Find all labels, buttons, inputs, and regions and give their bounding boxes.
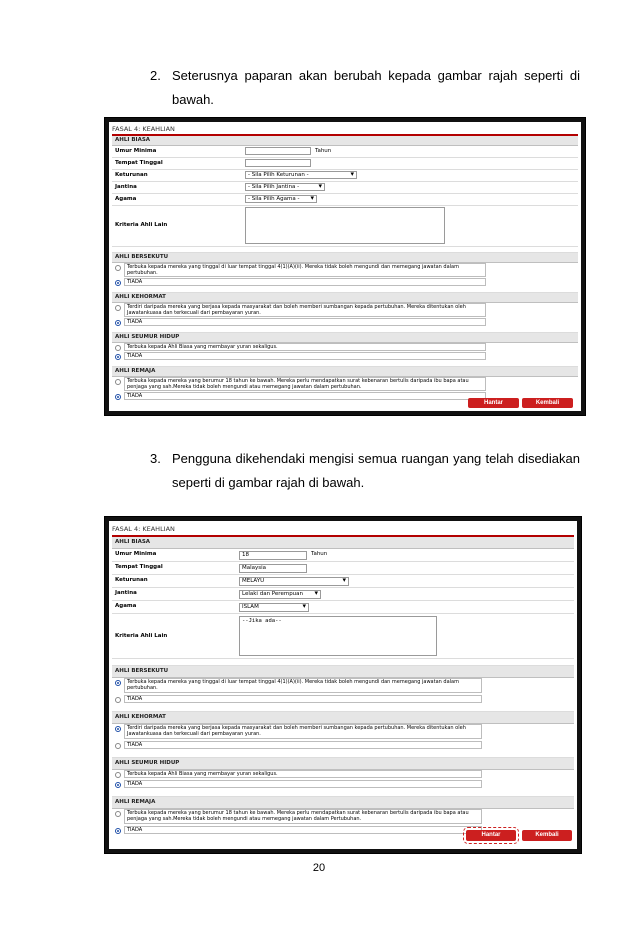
bersekutu-text: Terbuka kepada mereka yang tinggal di luar tempat tinggal 4(1)(A)(ii). Mereka tidak boleh mengundi dan memegang jawatan dalam pertubuhan. bbox=[124, 678, 482, 693]
agama-select[interactable]: ISLAM ▾ bbox=[239, 603, 309, 612]
tiada-label: TIADA bbox=[124, 741, 482, 749]
section-ahli-remaja: AHLI REMAJA bbox=[112, 367, 578, 377]
tiada-label: TIADA bbox=[124, 278, 486, 286]
kriteria-label: Kriteria Ahli Lain bbox=[115, 633, 168, 639]
section-ahli-remaja: AHLI REMAJA bbox=[112, 797, 574, 809]
kehormat-open-radio[interactable] bbox=[115, 305, 121, 311]
remaja-open-radio[interactable] bbox=[115, 379, 121, 385]
bersekutu-text: Terbuka kepada mereka yang tinggal di luar tempat tinggal 4(1)(A)(ii). Mereka tidak boleh mengundi dan memegang jawatan dalam pertubuhan. bbox=[124, 263, 486, 277]
keahlian-form bbox=[112, 124, 578, 401]
seumur-tiada-radio[interactable] bbox=[115, 354, 121, 360]
keturunan-select[interactable]: MELAYU ▾ bbox=[239, 577, 349, 586]
remaja-open-radio[interactable] bbox=[115, 811, 121, 817]
seumur-open-radio[interactable] bbox=[115, 772, 121, 778]
umur-label: Umur Minima bbox=[115, 551, 157, 557]
step-text: Seterusnya paparan akan berubah kepada gambar rajah seperti di bawah. bbox=[172, 68, 580, 107]
step-number: 3. bbox=[150, 451, 161, 466]
bersekutu-open-radio[interactable] bbox=[115, 265, 121, 271]
tiada-label: TIADA bbox=[124, 318, 486, 326]
tiada-label: TIADA bbox=[124, 392, 486, 400]
seumur-text: Terbuka kepada Ahli Biasa yang membayar yuran sekaligus. bbox=[124, 770, 482, 778]
kehormat-tiada-radio[interactable] bbox=[115, 320, 121, 326]
seumur-tiada-radio[interactable] bbox=[115, 782, 121, 788]
kehormat-text: Terdiri daripada mereka yang berjasa kepada masyarakat dan boleh memberi sumbangan kepada pertubuhan. Mereka ditentukan oleh Jawatankuasa dan terkecuali dari pembayaran yuran. bbox=[124, 724, 482, 739]
tempat-label: Tempat Tinggal bbox=[115, 160, 163, 166]
step-text: Pengguna dikehendaki mengisi semua ruangan yang telah disediakan seperti di gambar rajah di bawah. bbox=[172, 451, 580, 490]
kriteria-textarea[interactable] bbox=[245, 207, 445, 244]
jantina-label: Jantina bbox=[115, 590, 137, 596]
kriteria-label: Kriteria Ahli Lain bbox=[115, 222, 168, 228]
kembali-button[interactable]: Kembali bbox=[522, 830, 572, 841]
bersekutu-tiada-radio[interactable] bbox=[115, 280, 121, 286]
seumur-open-radio[interactable] bbox=[115, 345, 121, 351]
kehormat-open-radio[interactable] bbox=[115, 726, 121, 732]
section-ahli-kehormat: AHLI KEHORMAT bbox=[112, 293, 578, 303]
kehormat-text: Terdiri daripada mereka yang berjasa kepada masyarakat dan boleh memberi sumbangan kepada pertubuhan. Mereka ditentukan oleh Jawatankuasa dan terkecuali dari pembayaran yuran. bbox=[124, 303, 486, 317]
kriteria-textarea[interactable]: --Jika ada-- bbox=[239, 616, 437, 656]
hantar-button[interactable]: Hantar bbox=[466, 830, 516, 841]
bersekutu-tiada-radio[interactable] bbox=[115, 697, 121, 703]
remaja-text: Terbuka kepada mereka yang berumur 18 tahun ke bawah. Mereka perlu mendapatkan surat kebenaran bertulis daripada ibu bapa atau penjaga yang sah.Mereka tidak boleh mengundi atau memegang jawatan dalam Pertubuhan. bbox=[124, 809, 482, 824]
button-bar bbox=[112, 396, 578, 412]
tempat-input[interactable] bbox=[245, 159, 311, 167]
section-ahli-biasa: AHLI BIASA bbox=[112, 537, 574, 549]
umur-input[interactable]: 18 bbox=[239, 551, 307, 560]
tahun-label: Tahun bbox=[315, 148, 332, 154]
hantar-button[interactable]: Hantar bbox=[468, 398, 519, 408]
keahlian-form bbox=[112, 523, 574, 836]
fasal-title: FASAL 4: KEAHLIAN bbox=[112, 523, 574, 537]
tiada-label: TIADA bbox=[124, 352, 486, 360]
section-ahli-bersekutu: AHLI BERSEKUTU bbox=[112, 253, 578, 263]
section-ahli-bersekutu: AHLI BERSEKUTU bbox=[112, 666, 574, 678]
tiada-label: TIADA bbox=[124, 780, 482, 788]
screenshot-filled-form bbox=[104, 516, 582, 854]
section-ahli-seumur-hidup: AHLI SEUMUR HIDUP bbox=[112, 758, 574, 770]
agama-label: Agama bbox=[115, 603, 137, 609]
page-number: 20 bbox=[312, 862, 326, 874]
keturunan-label: Keturunan bbox=[115, 172, 148, 178]
bersekutu-open-radio[interactable] bbox=[115, 680, 121, 686]
tahun-label: Tahun bbox=[311, 551, 328, 557]
tempat-input[interactable]: Malaysia bbox=[239, 564, 307, 573]
section-ahli-seumur-hidup: AHLI SEUMUR HIDUP bbox=[112, 333, 578, 343]
kembali-button[interactable]: Kembali bbox=[522, 398, 573, 408]
umur-label: Umur Minima bbox=[115, 148, 157, 154]
step-number: 2. bbox=[150, 68, 161, 83]
tempat-label: Tempat Tinggal bbox=[115, 564, 163, 570]
tiada-label: TIADA bbox=[124, 695, 482, 703]
screenshot-empty-form bbox=[104, 117, 586, 416]
remaja-text: Terbuka kepada mereka yang berumur 18 tahun ke bawah. Mereka perlu mendapatkan surat kebenaran bertulis daripada ibu bapa atau penjaga yang sah.Mereka tidak boleh mengundi atau memegang jawatan dalam pertubuhan. bbox=[124, 377, 486, 391]
button-bar bbox=[112, 828, 574, 844]
jantina-select[interactable]: Lelaki dan Perempuan ▾ bbox=[239, 590, 321, 599]
tiada-label: TIADA bbox=[124, 826, 482, 834]
keturunan-select[interactable]: - Sila Pilih Keturunan - ▾ bbox=[245, 171, 357, 179]
umur-input[interactable] bbox=[245, 147, 311, 155]
agama-select[interactable]: - Sila Pilih Agama - ▾ bbox=[245, 195, 317, 203]
seumur-text: Terbuka kepada Ahli Biasa yang membayar yuran sekaligus. bbox=[124, 343, 486, 351]
kehormat-tiada-radio[interactable] bbox=[115, 743, 121, 749]
jantina-label: Jantina bbox=[115, 184, 137, 190]
fasal-title: FASAL 4: KEAHLIAN bbox=[112, 124, 578, 136]
keturunan-label: Keturunan bbox=[115, 577, 148, 583]
section-ahli-kehormat: AHLI KEHORMAT bbox=[112, 712, 574, 724]
section-ahli-biasa: AHLI BIASA bbox=[112, 136, 578, 146]
agama-label: Agama bbox=[115, 196, 137, 202]
jantina-select[interactable]: - Sila Pilih Jantina - ▾ bbox=[245, 183, 325, 191]
